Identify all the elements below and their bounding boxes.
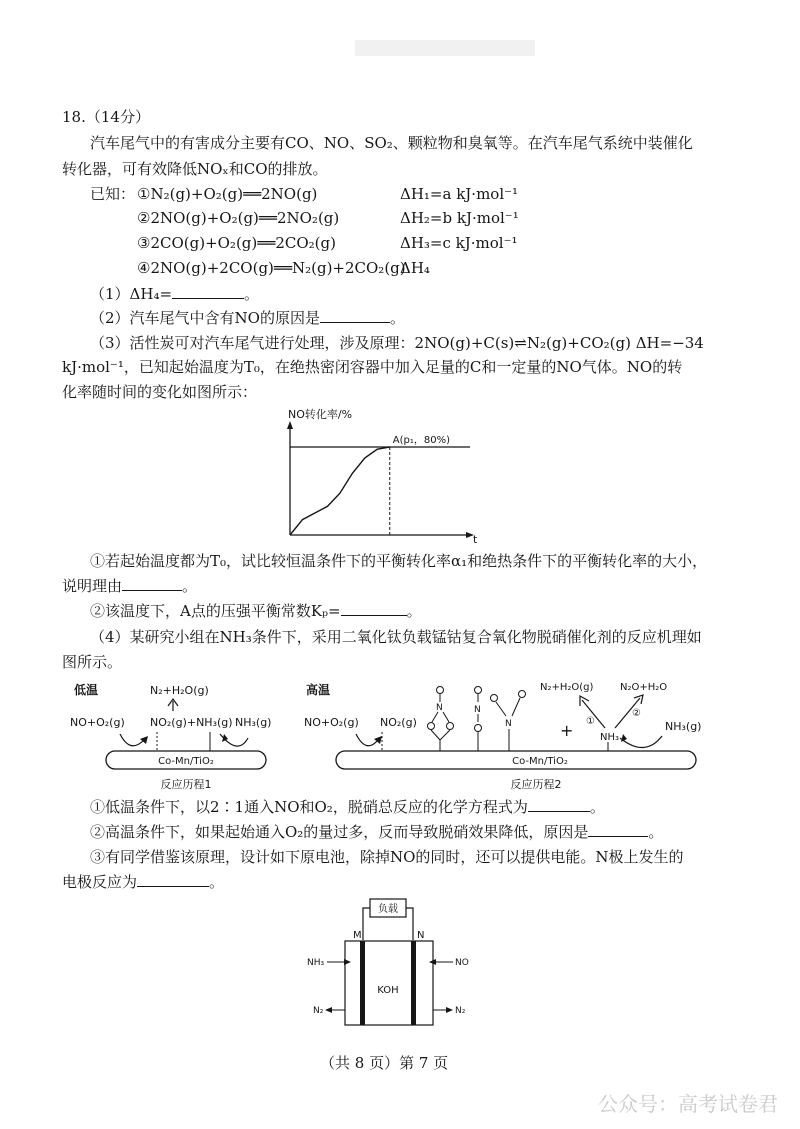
subquestion-3-line-1: （3）活性炭可对汽车尾气进行处理，涉及原理：2NO(g)+C(s)⇌N₂(g)+CO₂(g) ΔH=−34 <box>90 334 704 352</box>
subquestion-4-line-2: 图所示。 <box>62 653 123 671</box>
high-catalyst-label: Co-Mn/TiO₂ <box>512 756 568 767</box>
electrode-m <box>360 941 365 1025</box>
electrode-n-label: N <box>417 930 425 941</box>
enthalpy-4: ΔH₄ <box>400 259 430 277</box>
intro-line-2: 转化器，可有效降低NOₓ和CO的排放。 <box>62 160 328 178</box>
low-products: N₂+H₂O(g) <box>150 684 209 697</box>
electrode-m-label: M <box>353 930 362 941</box>
subquestion-3-line-2: kJ·mol⁻¹，已知起始温度为T₀，在绝热密闭容器中加入足量的C和一定量的NO气体。NO的转 <box>62 358 683 376</box>
high-nh3-label: NH₃ <box>600 732 620 743</box>
high-plus-sign: + <box>560 721 574 740</box>
n2-outlet-left-label: N₂ <box>313 1006 324 1016</box>
enthalpy-2: ΔH₂=b kJ·mol⁻¹ <box>400 209 519 227</box>
page-number: （共 8 页）第 7 页 <box>320 1054 449 1072</box>
high-curved-arrow-left <box>356 734 378 746</box>
high-reactant-right: NH₃(g) <box>665 720 702 733</box>
high-reactant-mid: NO₂(g) <box>380 716 417 729</box>
subquestion-3-1-line-b: 说明理由 。 <box>62 577 198 595</box>
answer-blank-4-2[interactable] <box>588 822 648 837</box>
adsorbed-nitrite-species <box>474 687 482 752</box>
conversion-curve <box>290 447 390 535</box>
low-reactant-mid: NO₂(g)+NH₃(g) <box>150 716 233 729</box>
question-header: 18.（14分） <box>62 108 150 126</box>
subquestion-2: （2）汽车尾气中含有NO的原因是 。 <box>90 309 405 327</box>
low-catalyst-label: Co-Mn/TiO₂ <box>158 756 214 767</box>
svg-text:N: N <box>436 703 443 713</box>
answer-blank-4-3[interactable] <box>137 872 209 887</box>
answer-blank-2[interactable] <box>320 308 390 323</box>
enthalpy-3: ΔH₃=c kJ·mol⁻¹ <box>400 234 518 252</box>
electrode-n <box>411 941 416 1025</box>
subquestion-4-3-line-a: ③有同学借鉴该原理，设计如下原电池，除掉NO的同时，还可以提供电能。N极上发生的 <box>90 848 684 866</box>
watermark: 公众号：高考试卷君 <box>598 1092 778 1116</box>
step-label-2: ② <box>632 708 641 719</box>
high-products-1: N₂+H₂O(g) <box>540 682 594 693</box>
subquestion-4-1: ①低温条件下，以2∶1通入NO和O₂，脱硝总反应的化学方程式为 。 <box>90 798 605 816</box>
chart-x-axis-label: t <box>473 533 478 543</box>
low-curved-arrow-left <box>120 734 144 746</box>
equation-2: ②2NO(g)+O₂(g)══2NO₂(g) <box>137 209 340 227</box>
caption-mechanism-1: 反应历程1 <box>160 778 212 791</box>
chart-y-axis-label: NO转化率/% <box>288 408 353 421</box>
low-reactant-left: NO+O₂(g) <box>70 716 125 729</box>
svg-text:N: N <box>474 705 481 715</box>
low-up-arrow <box>168 699 178 711</box>
subquestion-1: （1）ΔH₄= 。 <box>90 285 260 303</box>
adsorbed-nitro-species <box>491 691 526 752</box>
answer-blank-3-1[interactable] <box>122 576 182 591</box>
load-label: 负载 <box>378 904 398 915</box>
subquestion-4-2: ②高温条件下，如果起始通入O₂的量过多，反而导致脱硝效果降低，原因是 。 <box>90 823 664 841</box>
subquestion-4-line-1: （4）某研究小组在NH₃条件下，采用二氧化钛负载锰钴复合氧化物脱硝催化剂的反应机理如 <box>90 628 702 646</box>
chart-y-arrow <box>287 421 293 429</box>
galvanic-cell-diagram <box>305 895 485 1030</box>
low-temp-title: 低温 <box>74 683 99 697</box>
adsorbed-nitrate-species <box>428 687 454 752</box>
high-curved-arrow-right <box>620 736 662 748</box>
subquestion-3-1-line-a: ①若起始温度都为T₀，试比较恒温条件下的平衡转化率α₁和绝热条件下的平衡转化率的大小， <box>90 552 708 570</box>
step-label-1: ① <box>586 716 595 727</box>
intro-line-1: 汽车尾气中的有害成分主要有CO、NO、SO₂、颗粒物和臭氧等。在汽车尾气系统中装催化 <box>90 134 693 152</box>
conversion-chart <box>270 403 490 543</box>
answer-blank-3-2[interactable] <box>341 601 407 616</box>
low-reactant-right: NH₃(g) <box>235 716 272 729</box>
answer-blank-1[interactable] <box>172 284 244 299</box>
enthalpy-1: ΔH₁=a kJ·mol⁻¹ <box>400 185 519 203</box>
svg-text:N: N <box>505 719 512 729</box>
mechanism-diagram <box>60 676 740 796</box>
subquestion-4-3-line-b: 电极反应为 。 <box>62 873 225 891</box>
equation-3: ③2CO(g)+O₂(g)══2CO₂(g) <box>137 234 336 252</box>
answer-blank-4-1[interactable] <box>528 797 590 812</box>
equation-4: ④2NO(g)+2CO(g)══N₂(g)+2CO₂(g) <box>137 259 406 277</box>
subquestion-3-line-3: 化率随时间的变化如图所示： <box>62 383 258 401</box>
high-reactant-left: NO+O₂(g) <box>304 716 359 729</box>
subquestion-3-2: ②该温度下，A点的压强平衡常数Kₚ= 。 <box>90 602 422 620</box>
cell-container <box>345 941 433 1025</box>
high-products-2: N₂O+H₂O <box>620 682 668 693</box>
n2-outlet-right-label: N₂ <box>455 1006 466 1016</box>
caption-mechanism-2: 反应历程2 <box>510 778 562 791</box>
header-smudge <box>355 40 535 56</box>
point-a-label: A(p₁，80%) <box>392 435 450 446</box>
nh3-inlet-label: NH₃ <box>307 958 325 968</box>
equation-1: ①N₂(g)+O₂(g)══2NO(g) <box>137 185 318 203</box>
electrolyte-label: KOH <box>377 985 399 996</box>
no-inlet-label: NO <box>455 958 469 968</box>
high-temp-title: 高温 <box>306 683 331 697</box>
known-label: 已知： <box>90 185 136 203</box>
